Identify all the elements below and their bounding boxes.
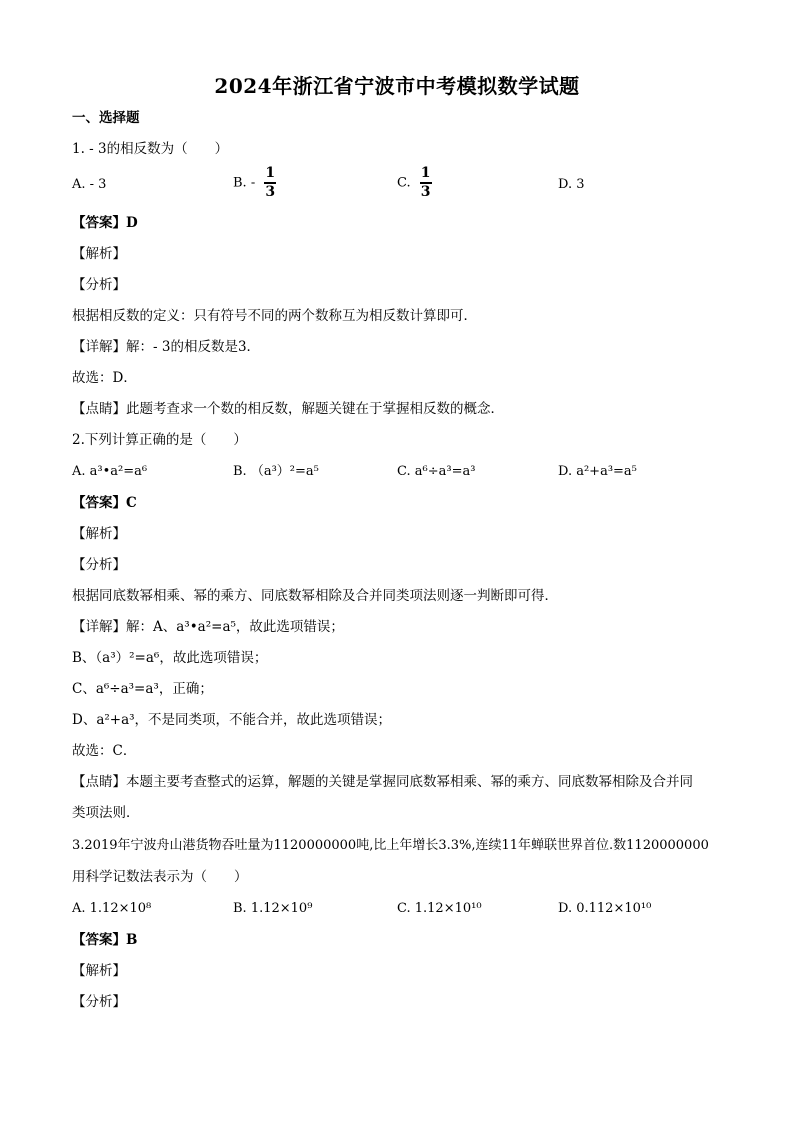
q2-choose: 故选：C． [72, 743, 137, 759]
q1-option-d: D. 3 [558, 177, 585, 192]
q1-jiexi: 【解析】 [72, 246, 126, 262]
q1-comment: 【点睛】此题考查求一个数的相反数，解题关键在于掌握相反数的概念． [72, 401, 504, 417]
q2-detail: 【详解】解：A、a³•a²=a⁵，故此选项错误； [72, 619, 344, 635]
q1-answer: 【答案】D [72, 215, 138, 231]
q2-comment-line-2: 类项法则． [72, 805, 140, 821]
q3-fenxi: 【分析】 [72, 994, 126, 1010]
q3-answer: 【答案】B [72, 932, 138, 948]
q3-jiexi: 【解析】 [72, 963, 126, 979]
q1-option-b-fraction [263, 166, 277, 200]
q2-detail-d: D、a²+a³，不是同类项，不能合并，故此选项错误； [72, 712, 392, 728]
q2-detail-c: C、a⁶÷a³=a³，正确； [72, 681, 213, 697]
q3-option-c: C. 1.12×10¹⁰ [397, 901, 482, 916]
q1-stem: 1. - 3的相反数为（ ） [72, 141, 229, 157]
q2-stem: 2.下列计算正确的是（ ） [72, 432, 247, 448]
q2-option-b: B. （a³）²=a⁵ [233, 464, 319, 479]
q2-option-c: C. a⁶÷a³=a³ [397, 464, 476, 479]
q1-fenxi: 【分析】 [72, 277, 126, 293]
q1-choose: 故选：D． [72, 370, 137, 386]
q1-detail: 【详解】解：- 3的相反数是3． [72, 339, 261, 355]
q1-option-a: A. - 3 [72, 177, 107, 192]
q2-analysis: 根据同底数幂相乘、幂的乘方、同底数幂相除及合并同类项法则逐一判断即可得． [72, 588, 558, 604]
q1-option-c-prefix: C. [397, 175, 411, 191]
q1-option-c [397, 166, 433, 200]
page-title: 2024年浙江省宁波市中考模拟数学试题 [214, 74, 580, 98]
q3-option-d: D. 0.112×10¹⁰ [558, 901, 652, 916]
q1-option-c-numerator: 1 [420, 165, 431, 181]
q2-answer: 【答案】C [72, 495, 137, 511]
q2-detail-b: B、（a³）²=a⁶，故此选项错误； [72, 650, 268, 666]
q2-option-a: A. a³•a²=a⁶ [72, 464, 148, 479]
q1-option-b-numerator: 1 [265, 165, 276, 181]
q1-option-b-prefix: B. - [233, 175, 256, 191]
q1-option-c-denominator: 3 [420, 183, 431, 200]
q1-analysis: 根据相反数的定义：只有符号不同的两个数称互为相反数计算即可． [72, 308, 477, 324]
q3-stem-line-1: 3.2019年宁波舟山港货物吞吐量为1120000000吨,比上年增长3.3%,连续11年蝉联世界首位.数1120000000 [72, 838, 709, 853]
q2-option-d: D. a²+a³=a⁵ [558, 464, 637, 479]
q1-option-b-denominator: 3 [265, 183, 276, 200]
q3-option-a: A. 1.12×10⁸ [72, 901, 152, 916]
q1-option-c-fraction [419, 166, 433, 200]
q2-fenxi: 【分析】 [72, 557, 126, 573]
q2-comment-line-1: 【点睛】本题主要考查整式的运算，解题的关键是掌握同底数幂相乘、幂的乘方、同底数幂相除及合并同 [72, 774, 693, 790]
q1-option-b [233, 166, 277, 200]
q3-stem-line-2: 用科学记数法表示为（ ） [72, 869, 248, 885]
q2-jiexi: 【解析】 [72, 526, 126, 542]
section-heading: 一、选择题 [72, 110, 140, 126]
q3-option-b: B. 1.12×10⁹ [233, 901, 313, 916]
